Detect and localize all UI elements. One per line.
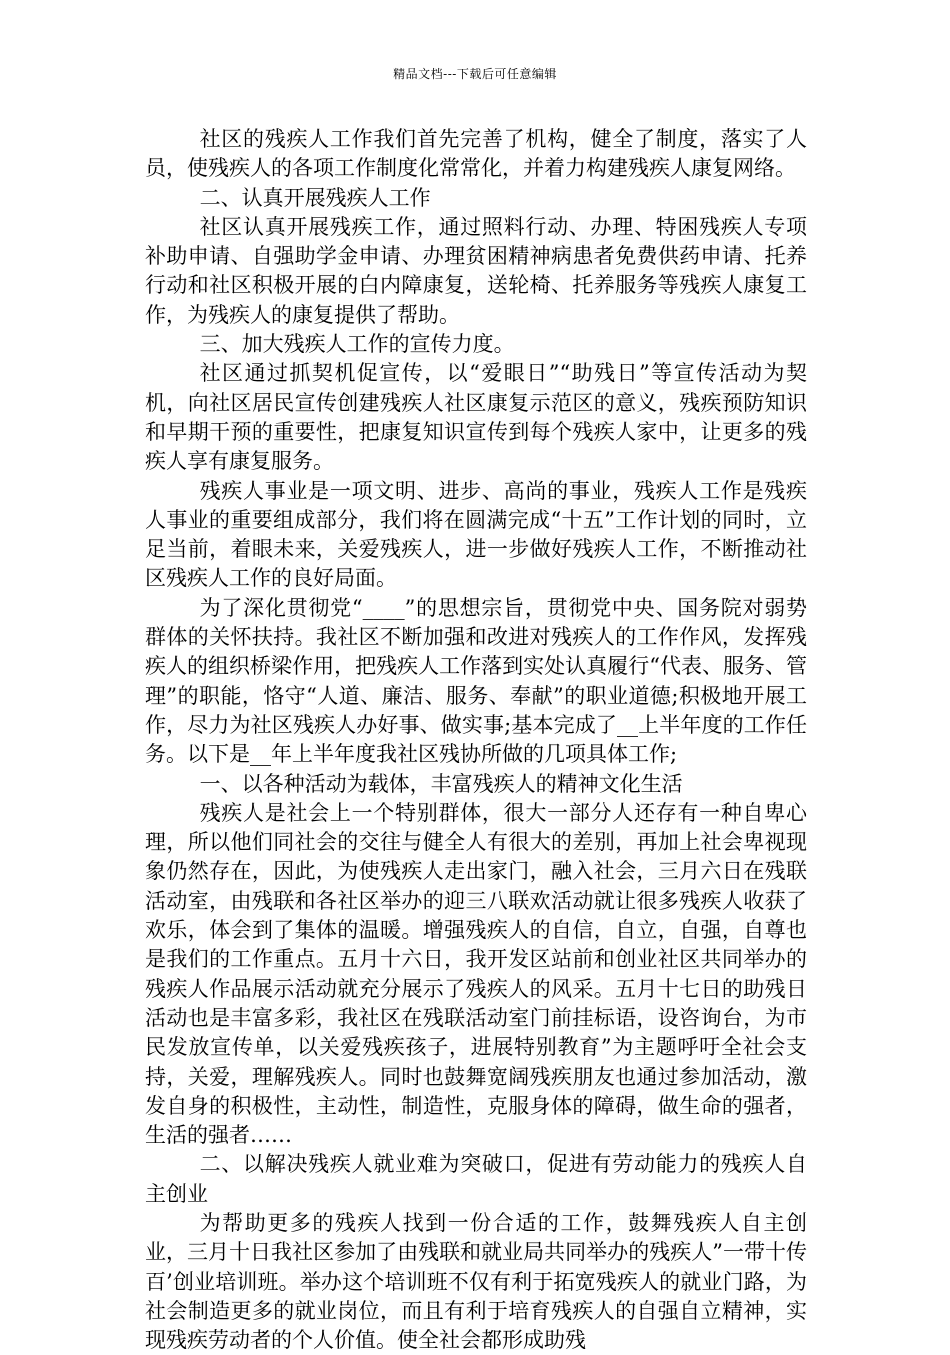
- paragraph: 残疾人事业是一项文明、进步、高尚的事业，残疾人工作是残疾人事业的重要组成部分，我们将在圆满完成“十五”工作计划的同时，立足当前，着眼未来，关爱残疾人，进一步做好残疾人工作，不断推动社区残疾人工作的良好局面。: [145, 478, 807, 591]
- paragraph: 社区通过抓契机促宣传，以“爱眼日”“助残日”等宣传活动为契机，向社区居民宣传创建残疾人社区康复示范区的意义，残疾预防知识和早期干预的重要性，把康复知识宣传到每个残疾人家中，让更多的残疾人享有康复服务。: [145, 361, 807, 474]
- page-header: 精品文档---下载后可任意编辑: [393, 67, 557, 81]
- section-heading: 二、认真开展残疾人工作: [199, 185, 431, 210]
- paragraph: 残疾人是社会上一个特别群体，很大一部分人还存有一种自卑心理，所以他们同社会的交往与健全人有很大的差别，再加上社会卑视现象仍然存在，因此，为使残疾人走出家门，融入社会，三月六日在残联活动室，由残联和各社区举办的迎三八联欢活动就让很多残疾人收获了欢乐，体会到了集体的温暖。增强残疾人的自信，自立，自强，自尊也是我们的工作重点。五月十六日，我开发区站前和创业社区共同举办的残疾人作品展示活动就充分展示了残疾人的风采。五月十七日的助残日活动也是丰富多彩，我社区在残联活动室门前挂标语，设咨询台，为市民发放宣传单，以关爱残疾孩子，进展特别教育”为主题呼吁全社会支持，关爱，理解残疾人。同时也鼓舞宽阔残疾朋友也通过参加活动，激发自身的积极性，主动性，制造性，克服身体的障碍，做生命的强者，生活的强者……: [145, 800, 807, 1148]
- paragraph: 社区认真开展残疾工作，通过照料行动、办理、特困残疾人专项补助申请、自强助学金申请、办理贫困精神病患者免费供药申请、托养行动和社区积极开展的白内障康复，送轮椅、托养服务等残疾人康复工作，为残疾人的康复提供了帮助。: [145, 214, 807, 327]
- document-body: [145, 125, 807, 1355]
- section-heading: 二、以解决残疾人就业难为突破口，促进有劳动能力的残疾人自主创业: [145, 1152, 807, 1206]
- paragraph: 为帮助更多的残疾人找到一份合适的工作，鼓舞残疾人自主创业，三月十日我社区参加了由残联和就业局共同举办的残疾人”一带十传百’创业培训班。举办这个培训班不仅有利于拓宽残疾人的就业门路，为社会制造更多的就业岗位，而且有利于培育残疾人的自强自立精神，实现残疾劳动者的个人价值。使全社会都形成助残: [145, 1210, 807, 1353]
- paragraph: 为了深化贯彻党“____”的思想宗旨，贯彻党中央、国务院对弱势群体的关怀扶持。我社区不断加强和改进对残疾人的工作作风，发挥残疾人的组织桥梁作用，把残疾人工作落到实处认真履行“代表、服务、管理”的职能，恪守“人道、廉洁、服务、奉献”的职业道德;积极地开展工作，尽力为社区残疾人办好事、做实事;基本完成了__上半年度的工作任务。以下是__年上半年度我社区残协所做的几项具体工作;: [145, 595, 807, 767]
- section-heading: 一、以各种活动为载体，丰富残疾人的精神文化生活: [199, 771, 683, 796]
- paragraph: 社区的残疾人工作我们首先完善了机构，健全了制度，落实了人员，使残疾人的各项工作制度化常常化，并着力构建残疾人康复网络。: [145, 127, 807, 181]
- section-heading: 三、加大残疾人工作的宣传力度。: [199, 332, 515, 357]
